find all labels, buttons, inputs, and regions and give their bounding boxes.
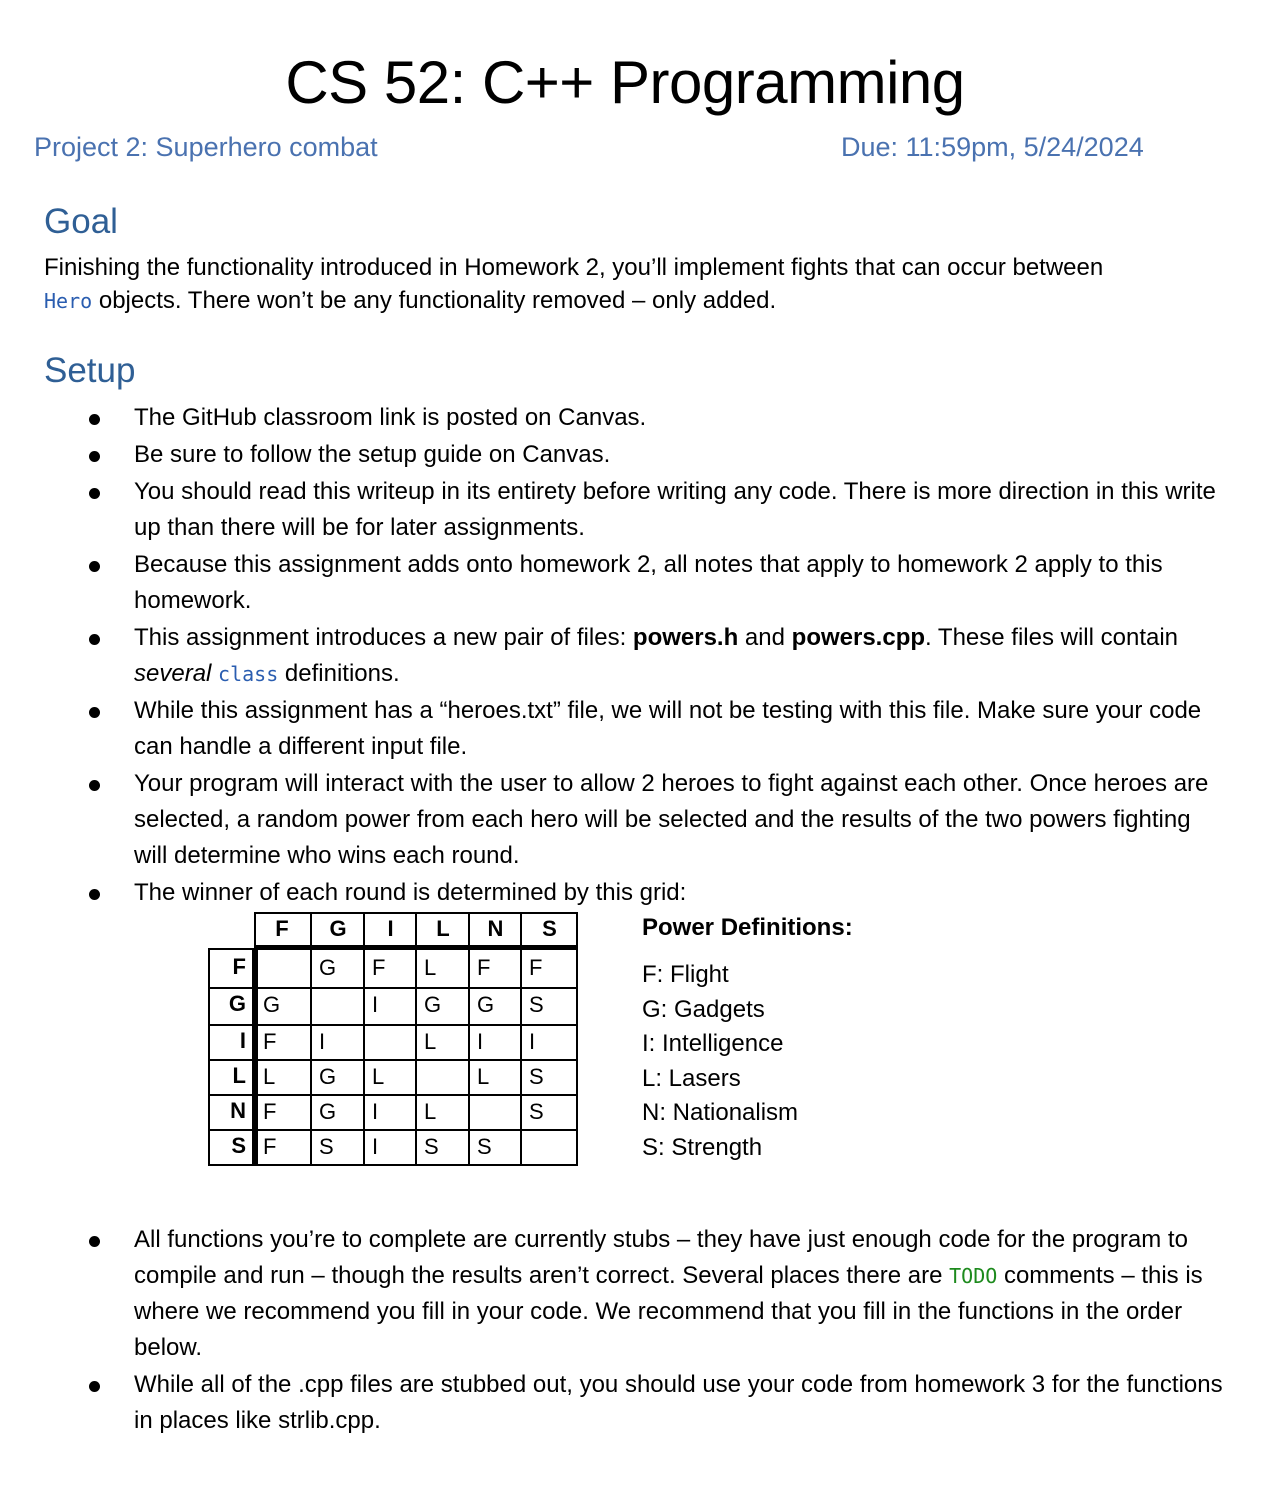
setup-heading: Setup [44, 351, 136, 390]
bullet-text: All functions you’re to complete are currently stubs – they have just enough code for the program to compile and run – though the results aren’t correct. Several places there are [134, 1226, 1188, 1289]
definition-item: I: Intelligence [642, 1030, 784, 1057]
grid-line [468, 914, 470, 946]
grid-line [363, 950, 365, 1164]
list-item [0, 875, 1230, 911]
grid-cell [312, 990, 364, 1026]
setup-list [0, 400, 1230, 912]
bullet-text: comments – this is where we recommend you fill in your code. We recommend that you fill in the functions in the order below. [134, 1262, 1203, 1361]
grid-cell: I [529, 1029, 536, 1054]
grid-cell: F [263, 1134, 277, 1159]
grid-cell [470, 1097, 521, 1133]
grid-cell: F [263, 1099, 277, 1124]
grid-cell: G [424, 992, 442, 1017]
emphasis-text: several [134, 660, 212, 687]
goal-text-after: objects. There won’t be any functionality removed – only added. [98, 287, 777, 314]
grid-cell: F [372, 955, 386, 980]
grid-line [468, 950, 470, 1164]
grid-cell: I [319, 1029, 326, 1054]
grid-cell: F [529, 955, 543, 980]
grid-cell [522, 1132, 577, 1168]
grid-line [415, 950, 417, 1164]
grid-cell: L [424, 955, 437, 980]
grid-cell: G [319, 955, 337, 980]
grid-cell: G [319, 1099, 337, 1124]
list-item [0, 693, 1230, 765]
grid-cell: F [477, 955, 491, 980]
list-item [0, 620, 1230, 692]
definition-item: L: Lasers [642, 1064, 741, 1092]
grid-line [415, 914, 417, 946]
column-header: N [487, 916, 504, 941]
grid-cell: S [529, 1099, 544, 1124]
grid-cell: G [477, 992, 495, 1017]
bullet-text: The GitHub classroom link is posted on Canvas. [134, 404, 647, 431]
column-header: S [542, 916, 557, 941]
document-title: CS 52: C++ Programming [285, 49, 965, 116]
grid-line [252, 948, 258, 1166]
row-header: F [232, 954, 246, 979]
bullet-text: The winner of each round is determined by this grid: [134, 879, 687, 906]
bullet-text: and [738, 624, 792, 651]
bullet-text: Be sure to follow the setup guide on Canvas. [134, 441, 611, 468]
grid-line [208, 1094, 578, 1096]
grid-line [576, 912, 578, 948]
grid-cell: L [372, 1064, 385, 1089]
list-item [0, 400, 1230, 436]
grid-line [208, 1129, 578, 1131]
grid-cell: S [477, 1134, 492, 1159]
grid-line [310, 914, 312, 946]
bullet-text: definitions. [278, 660, 400, 687]
grid-line [520, 950, 522, 1164]
grid-cell: S [319, 1134, 334, 1159]
column-header: F [275, 916, 289, 941]
project-subtitle: Project 2: Superhero combat [34, 132, 378, 162]
bullet-text: While this assignment has a “heroes.txt” file, we will not be testing with this file. Make sure your code can handle a different input file. [134, 697, 1202, 760]
bullet-text: This assignment introduces a new pair of files: [134, 624, 633, 651]
list-item [0, 437, 1230, 473]
grid-cell: S [529, 992, 544, 1017]
grid-line [208, 1164, 578, 1166]
row-header: N [230, 1098, 246, 1123]
grid-line [208, 987, 578, 989]
list-item [0, 766, 1230, 874]
grid-cell: G [319, 1064, 337, 1089]
setup-list-continued [0, 1222, 1230, 1440]
goal-text-before: Finishing the functionality introduced in Homework 2, you’ll implement fights that can occur between [44, 254, 1104, 281]
power-grid [208, 912, 578, 1166]
bullet-text: Your program will interact with the user to allow 2 heroes to fight against each other. Once heroes are selected, a random power from each hero will be selected and the results of the two powers fighting will determine who wins each round. [134, 770, 1209, 869]
class-code: class [218, 662, 279, 686]
todo-code: TODO [949, 1264, 998, 1288]
due-date: Due: 11:59pm, 5/24/2024 [841, 132, 1144, 162]
definition-item: F: Flight [642, 961, 729, 988]
grid-cell [417, 1062, 469, 1098]
bullet-text: Because this assignment adds onto homework 2, all notes that apply to homework 2 apply to this homework. [134, 551, 1163, 614]
list-item [0, 1222, 1230, 1366]
bullet-text: You should read this writeup in its entirety before writing any code. There is more direction in this write up than there will be for later assignments. [134, 478, 1216, 541]
grid-line [254, 912, 256, 948]
column-header: L [436, 916, 450, 941]
filename-powers-h: powers.h [632, 624, 739, 651]
grid-cell: L [424, 1029, 437, 1054]
goal-paragraph [44, 251, 1214, 318]
row-header: S [231, 1133, 246, 1158]
filename-powers-cpp: powers.cpp [791, 624, 926, 651]
row-header: G [228, 991, 246, 1016]
definitions-title: Power Definitions: [642, 914, 853, 941]
hero-code: Hero [44, 289, 93, 313]
grid-cell: I [477, 1029, 484, 1054]
column-header: G [329, 916, 347, 941]
grid-line [520, 914, 522, 946]
power-definitions [642, 914, 853, 1165]
list-item [0, 547, 1230, 619]
grid-cell: F [263, 1029, 277, 1054]
grid-cell: I [372, 1099, 379, 1124]
grid-cell: I [372, 1134, 379, 1159]
column-header: I [387, 916, 394, 941]
list-item [0, 474, 1230, 546]
grid-line [363, 914, 365, 946]
grid-cell: S [424, 1134, 439, 1159]
grid-cell: I [372, 992, 379, 1017]
grid-cell: S [529, 1064, 544, 1089]
bullet-text: . These files will contain [925, 624, 1179, 651]
grid-cell: L [424, 1099, 437, 1124]
row-header: L [232, 1063, 246, 1088]
grid-cell: L [477, 1064, 490, 1089]
bullet-text: While all of the .cpp files are stubbed out, you should use your code from homework 3 for the functions in places like strlib.cpp. [134, 1371, 1223, 1434]
row-header: I [239, 1028, 246, 1053]
definition-item: G: Gadgets [642, 995, 765, 1023]
grid-cell: L [263, 1064, 276, 1089]
grid-line [208, 948, 210, 1166]
grid-line [208, 1024, 578, 1026]
grid-cell [256, 953, 308, 989]
grid-line [208, 948, 256, 950]
definition-item: S: Strength [642, 1133, 763, 1161]
grid-line [310, 950, 312, 1164]
list-item [0, 1367, 1230, 1439]
grid-line [576, 948, 578, 1166]
grid-cell: G [263, 992, 281, 1017]
grid-cell [365, 1027, 416, 1063]
goal-heading: Goal [44, 202, 118, 241]
definition-item: N: Nationalism [642, 1099, 799, 1126]
grid-line [208, 1059, 578, 1061]
